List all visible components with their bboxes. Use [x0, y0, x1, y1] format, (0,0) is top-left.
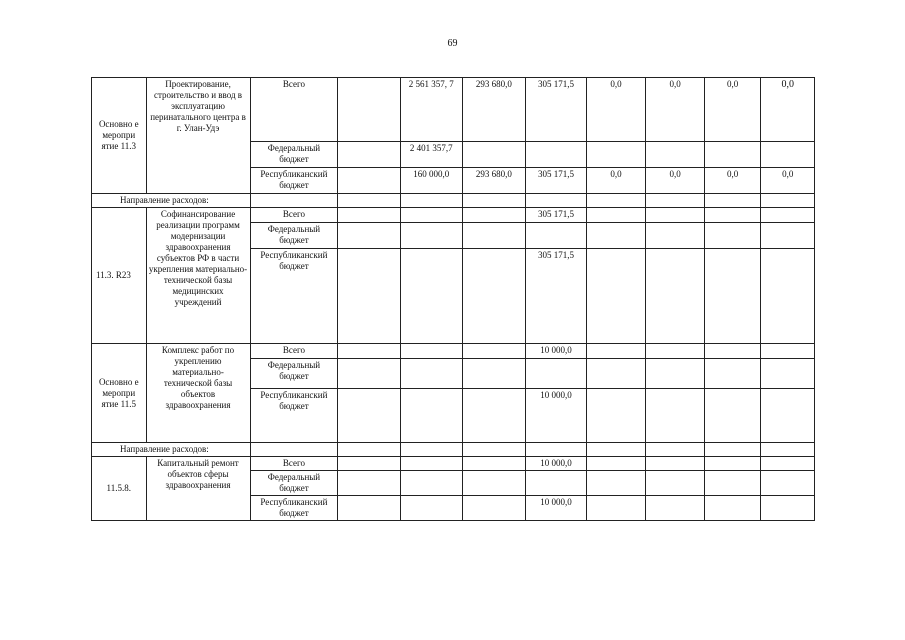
- empty-cell: [586, 389, 646, 443]
- value-cell: 160 000,0: [400, 168, 462, 194]
- empty-cell: [704, 223, 761, 249]
- empty-cell: [400, 223, 462, 249]
- empty-cell: [704, 443, 761, 457]
- empty-cell: [761, 443, 815, 457]
- page-number: 69: [447, 38, 458, 49]
- value-cell: 0,0: [586, 168, 646, 194]
- empty-cell: [586, 208, 646, 223]
- empty-cell: [400, 359, 462, 389]
- empty-cell: [646, 496, 705, 521]
- empty-cell: [586, 359, 646, 389]
- empty-cell: [586, 344, 646, 359]
- empty-cell: [586, 194, 646, 208]
- empty-cell: [338, 359, 401, 389]
- empty-cell: [646, 194, 705, 208]
- empty-cell: [646, 443, 705, 457]
- source-cell: Федеральный бюджет: [250, 471, 338, 496]
- empty-cell: [646, 457, 705, 471]
- empty-cell: [462, 223, 526, 249]
- empty-cell: [526, 471, 587, 496]
- source-cell: Всего: [250, 78, 338, 142]
- value-cell: 10 000,0: [526, 344, 587, 359]
- empty-cell: [338, 194, 401, 208]
- empty-cell: [704, 249, 761, 344]
- source-cell: Республиканский бюджет: [250, 389, 338, 443]
- empty-cell: [761, 359, 815, 389]
- empty-cell: [586, 471, 646, 496]
- source-cell: Всего: [250, 208, 338, 223]
- source-cell: Федеральный бюджет: [250, 223, 338, 249]
- empty-cell: [704, 457, 761, 471]
- empty-cell: [586, 142, 646, 168]
- empty-cell: [400, 249, 462, 344]
- empty-cell: [761, 471, 815, 496]
- empty-cell: [462, 142, 526, 168]
- source-cell: Федеральный бюджет: [250, 142, 338, 168]
- empty-cell: [526, 142, 587, 168]
- empty-cell: [646, 223, 705, 249]
- empty-cell: [586, 249, 646, 344]
- empty-cell: [526, 194, 587, 208]
- table-row: [92, 344, 815, 359]
- section-header: Направление расходов:: [92, 194, 251, 208]
- empty-cell: [462, 359, 526, 389]
- empty-cell: [646, 249, 705, 344]
- empty-cell: [250, 443, 338, 457]
- value-cell: 305 171,5: [526, 78, 587, 142]
- empty-cell: [338, 471, 401, 496]
- value-cell: 0,0: [646, 168, 705, 194]
- source-cell: Федеральный бюджет: [250, 359, 338, 389]
- empty-cell: [400, 194, 462, 208]
- empty-cell: [462, 194, 526, 208]
- empty-cell: [761, 223, 815, 249]
- empty-cell: [761, 457, 815, 471]
- value-cell: 0,0: [761, 78, 815, 142]
- activity-name-cell: Капитальный ремонт объектов сферы здравоохранения: [146, 457, 250, 521]
- value-cell: 0,0: [646, 78, 705, 142]
- empty-cell: [761, 249, 815, 344]
- value-cell: 2 401 357,7: [400, 142, 462, 168]
- empty-cell: [400, 457, 462, 471]
- section-header: Направление расходов:: [92, 443, 251, 457]
- value-cell: 0,0: [761, 168, 815, 194]
- source-cell: Республиканский бюджет: [250, 496, 338, 521]
- empty-cell: [761, 142, 815, 168]
- value-cell: 0,0: [586, 78, 646, 142]
- empty-cell: [586, 457, 646, 471]
- empty-cell: [646, 359, 705, 389]
- value-cell: 305 171,5: [526, 208, 587, 223]
- table-row: [92, 457, 815, 471]
- empty-cell: [462, 344, 526, 359]
- empty-cell: [462, 208, 526, 223]
- empty-cell: [338, 457, 401, 471]
- value-cell: 10 000,0: [526, 496, 587, 521]
- empty-cell: [526, 359, 587, 389]
- value-cell: 2 561 357, 7: [400, 78, 462, 142]
- empty-cell: [338, 249, 401, 344]
- empty-cell: [400, 443, 462, 457]
- value-cell: 0,0: [704, 78, 761, 142]
- empty-cell: [400, 389, 462, 443]
- empty-cell: [400, 344, 462, 359]
- empty-cell: [338, 496, 401, 521]
- empty-cell: [586, 443, 646, 457]
- empty-cell: [646, 208, 705, 223]
- empty-cell: [462, 457, 526, 471]
- activity-name-cell: Софинансирование реализации программ модернизации здравоохранения субъектов РФ в части укрепления материально-технической базы медицинских учреждений: [146, 208, 250, 344]
- empty-cell: [462, 496, 526, 521]
- empty-cell: [338, 142, 401, 168]
- empty-cell: [704, 194, 761, 208]
- empty-cell: [338, 344, 401, 359]
- table-row: [92, 208, 815, 223]
- empty-cell: [761, 208, 815, 223]
- empty-cell: [646, 142, 705, 168]
- empty-cell: [704, 471, 761, 496]
- value-cell: 0,0: [704, 168, 761, 194]
- empty-cell: [646, 389, 705, 443]
- empty-cell: [400, 471, 462, 496]
- empty-cell: [338, 168, 401, 194]
- empty-cell: [250, 194, 338, 208]
- empty-cell: [526, 223, 587, 249]
- empty-cell: [761, 389, 815, 443]
- activity-code-cell: Основно е меропри ятие 11.3: [92, 78, 147, 194]
- source-cell: Всего: [250, 457, 338, 471]
- empty-cell: [761, 344, 815, 359]
- activity-code-cell: Основно е меропри ятие 11.5: [92, 344, 147, 443]
- empty-cell: [462, 389, 526, 443]
- empty-cell: [526, 443, 587, 457]
- empty-cell: [462, 443, 526, 457]
- empty-cell: [704, 142, 761, 168]
- activity-code-cell: 11.3. R23: [92, 208, 147, 344]
- value-cell: 305 171,5: [526, 168, 587, 194]
- budget-table: [91, 77, 815, 521]
- empty-cell: [646, 471, 705, 496]
- empty-cell: [338, 223, 401, 249]
- source-cell: Республиканский бюджет: [250, 168, 338, 194]
- empty-cell: [400, 496, 462, 521]
- empty-cell: [704, 208, 761, 223]
- empty-cell: [646, 344, 705, 359]
- activity-name-cell: Комплекс работ по укреплению материально-технической базы объектов здравоохранения: [146, 344, 250, 443]
- table-row: [92, 443, 815, 457]
- value-cell: 10 000,0: [526, 389, 587, 443]
- activity-code-cell: 11.5.8.: [92, 457, 147, 521]
- empty-cell: [704, 496, 761, 521]
- value-cell: 293 680,0: [462, 168, 526, 194]
- empty-cell: [462, 249, 526, 344]
- empty-cell: [761, 496, 815, 521]
- value-cell: 293 680,0: [462, 78, 526, 142]
- value-cell: 305 171,5: [526, 249, 587, 344]
- table-row: [92, 194, 815, 208]
- empty-cell: [462, 471, 526, 496]
- empty-cell: [338, 208, 401, 223]
- empty-cell: [704, 344, 761, 359]
- empty-cell: [338, 78, 401, 142]
- empty-cell: [586, 223, 646, 249]
- empty-cell: [704, 359, 761, 389]
- empty-cell: [704, 389, 761, 443]
- activity-name-cell: Проектирование, строительство и ввод в эксплуатацию перинатального центра в г. Улан-Удэ: [146, 78, 250, 194]
- empty-cell: [338, 443, 401, 457]
- empty-cell: [400, 208, 462, 223]
- source-cell: Всего: [250, 344, 338, 359]
- empty-cell: [586, 496, 646, 521]
- empty-cell: [761, 194, 815, 208]
- value-cell: 10 000,0: [526, 457, 587, 471]
- table-row: [92, 78, 815, 142]
- source-cell: Республиканский бюджет: [250, 249, 338, 344]
- empty-cell: [338, 389, 401, 443]
